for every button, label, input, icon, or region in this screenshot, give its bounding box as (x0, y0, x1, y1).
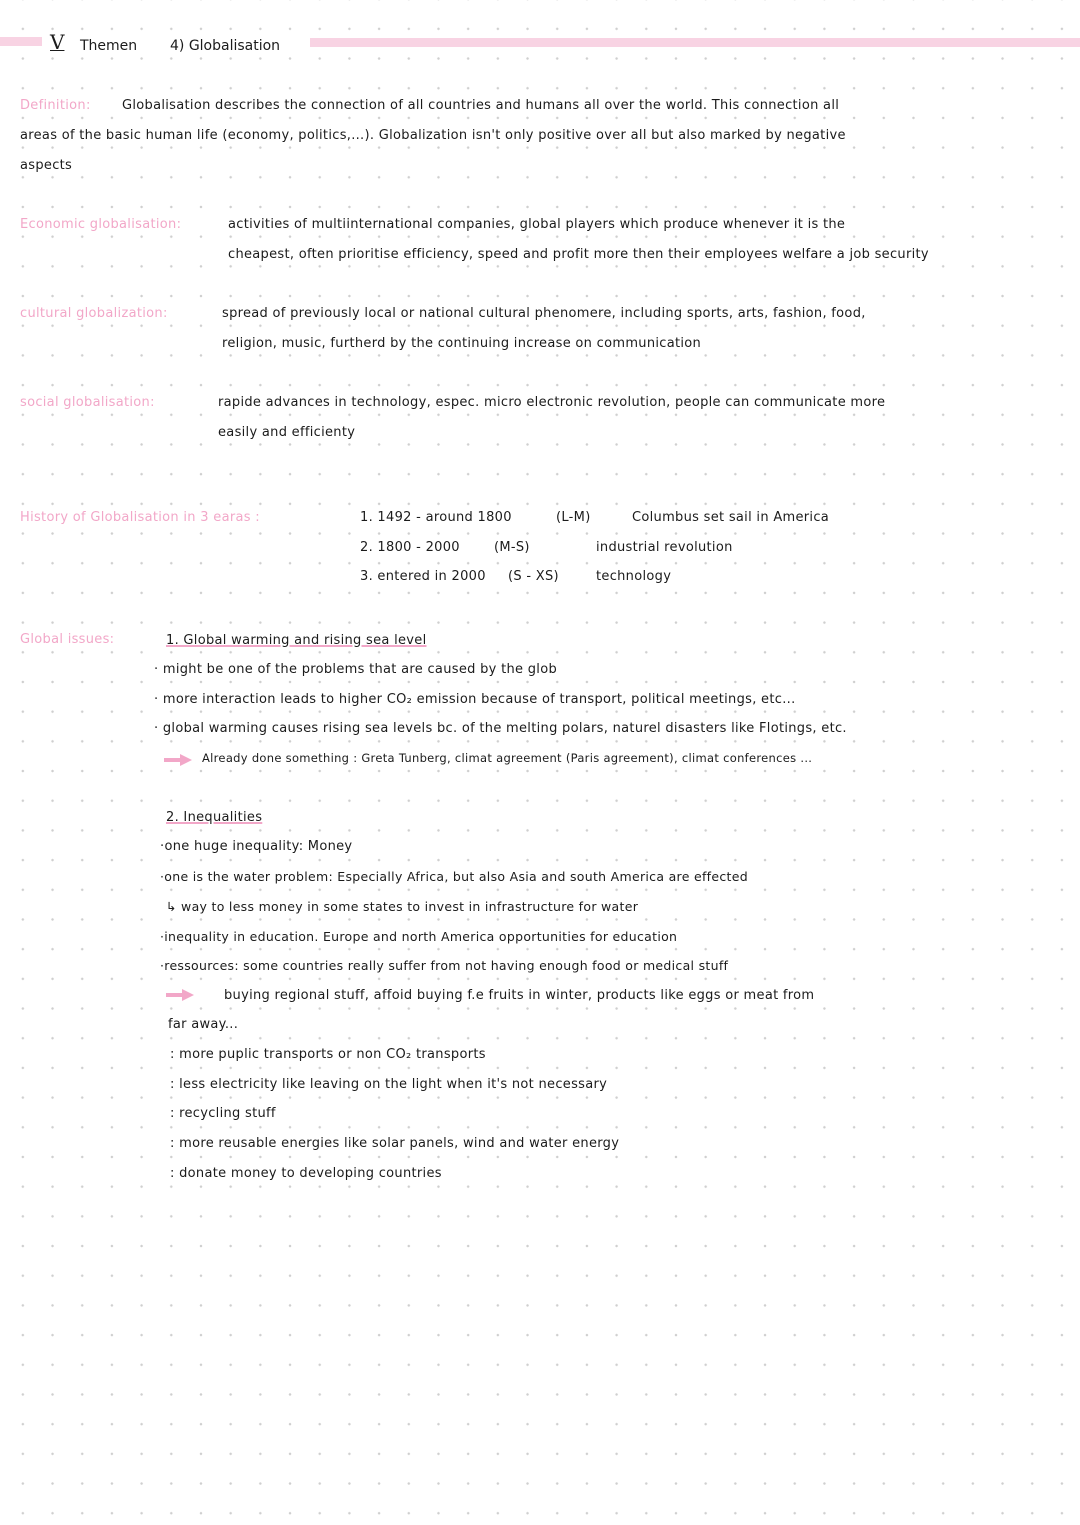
solution-item: : recycling stuff (170, 1106, 276, 1121)
warming-bullet-3-text: global warming causes rising sea levels bc. of the melting polars, naturel disasters like Flotings, etc. (162, 721, 847, 736)
chapter-numeral: V (50, 30, 65, 54)
solution-item: : donate money to developing countries (170, 1166, 442, 1181)
inequality-arrow-note-2: far away... (168, 1017, 239, 1032)
solution-item: : more puplic transports or non CO₂ transports (170, 1047, 486, 1062)
header-highlight-right (310, 38, 1080, 47)
warming-arrow-note: Already done something : Greta Tunberg, climat agreement (Paris agreement), climat conferences ... (202, 751, 813, 765)
warming-title: 1. Global warming and rising sea level (166, 633, 427, 648)
warming-bullet-2: · more interaction leads to higher CO₂ emission because of transport, political meetings, etc... (154, 692, 796, 707)
history-event-3: technology (596, 569, 672, 584)
warming-bullet-2-text: more interaction leads to higher CO₂ emission because of transport, political meetings, etc... (162, 692, 796, 707)
pink-arrow-icon (164, 754, 192, 766)
solution-item-3-text: recycling stuff (179, 1106, 276, 1121)
inequality-bullet-2-text: one is the water problem: Especially Africa, but also Asia and south America are effected (164, 869, 748, 884)
inequality-bullet-2: ·one is the water problem: Especially Africa, but also Asia and south America are effected (160, 869, 748, 884)
inequality-bullet-3: ↳ way to less money in some states to invest in infrastructure for water (166, 899, 639, 914)
issues-label: Global issues: (20, 632, 115, 647)
header-highlight-left (0, 37, 42, 46)
inequality-bullet-5: ·ressources: some countries really suffer from not having enough food or medical stuff (160, 958, 729, 973)
definition-line-1: Globalisation describes the connection of all countries and humans all over the world. This connection all (122, 98, 840, 113)
social-line-2: easily and efficienty (218, 425, 356, 440)
history-period-2: 2. 1800 - 2000 (360, 540, 460, 555)
economic-line-1: activities of multiinternational companies, global players which produce whenever it is the (228, 217, 846, 232)
social-line-1: rapide advances in technology, espec. micro electronic revolution, people can communicate more (218, 395, 886, 410)
inequality-bullet-4: ·inequality in education. Europe and north America opportunities for education (160, 929, 678, 944)
solution-item-2-text: less electricity like leaving on the light when it's not necessary (179, 1077, 608, 1092)
inequality-arrow-note-1: buying regional stuff, affoid buying f.e fruits in winter, products like eggs or meat from (224, 988, 815, 1003)
inequality-bullet-4-text: inequality in education. Europe and north America opportunities for education (164, 929, 678, 944)
solution-item-4-text: more reusable energies like solar panels, wind and water energy (179, 1136, 620, 1151)
subject-title: Themen (80, 38, 138, 54)
topic-title: 4) Globalisation (170, 38, 281, 54)
history-size-1: (L-M) (556, 510, 591, 525)
warming-bullet-1-text: might be one of the problems that are caused by the glob (162, 662, 558, 677)
solution-item: : more reusable energies like solar panels, wind and water energy (170, 1136, 620, 1151)
history-size-2: (M-S) (494, 540, 530, 555)
cultural-line-2: religion, music, furtherd by the continuing increase on communication (222, 336, 702, 351)
pink-arrow-icon (166, 989, 194, 1001)
cultural-line-1: spread of previously local or national cultural phenomere, including sports, arts, fashion, food, (222, 306, 866, 321)
solution-item: : less electricity like leaving on the light when it's not necessary (170, 1077, 608, 1092)
history-period-1: 1. 1492 - around 1800 (360, 510, 512, 525)
history-period-3: 3. entered in 2000 (360, 569, 486, 584)
social-label: social globalisation: (20, 395, 155, 410)
inequality-bullet-1-text: one huge inequality: Money (164, 839, 353, 854)
inequality-bullet-1: ·one huge inequality: Money (160, 839, 353, 854)
history-label: History of Globalisation in 3 earas : (20, 510, 260, 525)
solution-item-1-text: more puplic transports or non CO₂ transports (179, 1047, 486, 1062)
cultural-label: cultural globalization: (20, 306, 168, 321)
economic-line-2: cheapest, often prioritise efficiency, speed and profit more then their employees welfare a job security (228, 247, 929, 262)
definition-line-2: areas of the basic human life (economy, politics,...). Globalization isn't only positive over all but also marked by negative (20, 128, 846, 143)
history-size-3: (S - XS) (508, 569, 559, 584)
solution-item-5-text: donate money to developing countries (179, 1166, 442, 1181)
definition-line-3: aspects (20, 158, 73, 173)
inequality-bullet-5-text: ressources: some countries really suffer from not having enough food or medical stuff (164, 958, 729, 973)
definition-label: Definition: (20, 98, 91, 113)
inequalities-title: 2. Inequalities (166, 810, 263, 825)
history-event-1: Columbus set sail in America (632, 510, 830, 525)
warming-bullet-3: · global warming causes rising sea levels bc. of the melting polars, naturel disasters like Flotings, etc. (154, 721, 847, 736)
warming-bullet-1: · might be one of the problems that are caused by the glob (154, 662, 558, 677)
history-event-2: industrial revolution (596, 540, 733, 555)
economic-label: Economic globalisation: (20, 217, 182, 232)
